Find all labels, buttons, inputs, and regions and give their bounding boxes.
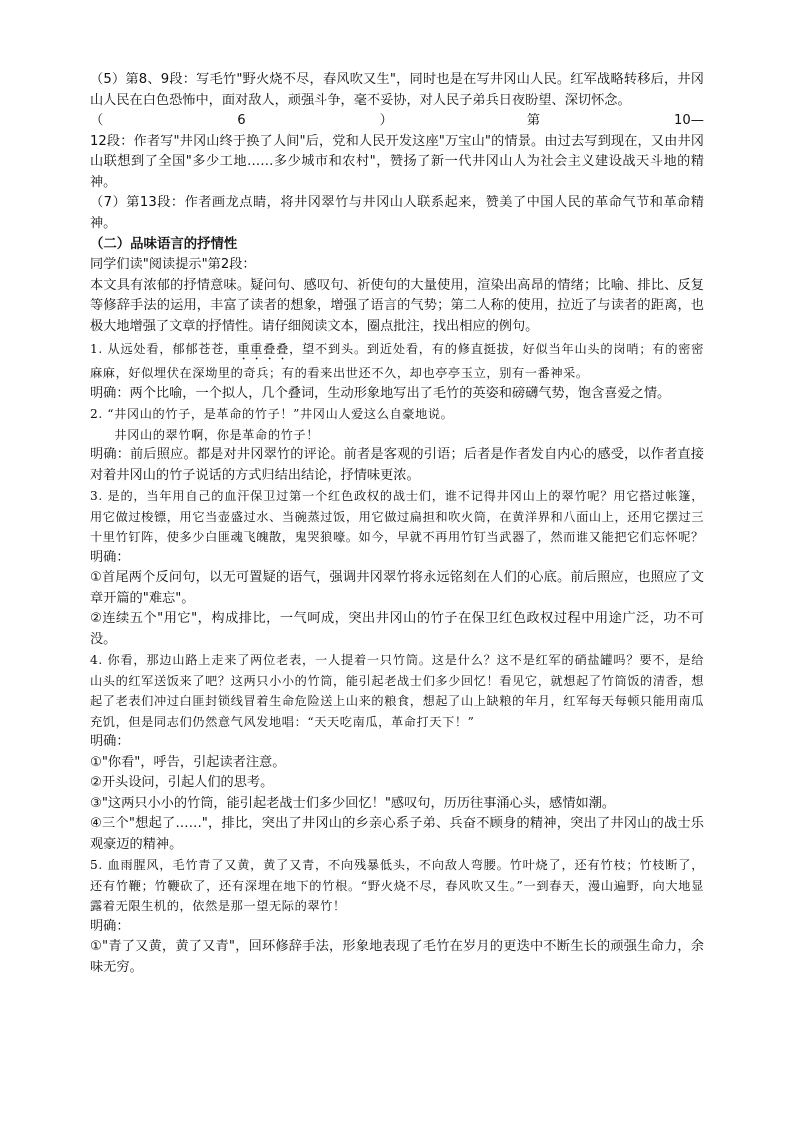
section-heading: （二）品味语言的抒情性: [90, 237, 238, 252]
emphasized-text: 重重叠叠: [237, 342, 290, 356]
example-answer-1: 明确：两个比喻，一个拟人，几个叠词，生动形象地写出了毛竹的英姿和磅礴气势，饱含喜爱之情。: [90, 385, 671, 401]
paragraph-analysis-6: 12段：作者写"井冈山终于换了人间"后，党和人民开发这座"万宝山"的情景。由过去写到现在，又由井冈山联想到了全国"多少工地……多少城市和农村"，赞扬了新一代井冈山人为社会主义建设战天斗地的精神。: [90, 133, 704, 190]
example-answer-4-4: ④三个"想起了……"，排比，突出了井冈山的乡亲心系子弟、兵奋不顾身的精神，突出了井冈山的战士乐观豪迈的精神。: [90, 816, 704, 852]
answer-label: 明确：: [90, 918, 130, 934]
example-answer-2: 明确：前后照应。都是对井冈翠竹的评论。前者是客观的引语；后者是作者发自内心的感受，以作者直接对着井冈山的竹子说话的方式归结出结论，抒情味更浓。: [90, 447, 704, 483]
example-answer-4-3: ③"这两只小小的竹筒，能引起老战士们多少回忆！"感叹句，历历往事涌心头，感情如潮。: [90, 795, 616, 811]
example-answer-3-1: ①首尾两个反问句，以无可置疑的语气，强调井冈翠竹将永远铭刻在人们的心底。前后照应，也照应了文章开篇的"难忘"。: [90, 570, 704, 606]
example-quote-1: 1. 从远处看，郁郁苍苍，重重叠叠，望不到头。到近处看，有的修直挺拔，好似当年山头的岗哨；有的密密麻麻，好似埋伏在深坳里的奇兵；有的看来出世还不久，却也亭亭玉立，别有一番神采。: [90, 342, 704, 380]
example-quote-2: 2. “井冈山的竹子，是革命的竹子！”井冈山人爱这么自豪地说。: [90, 407, 454, 421]
paragraph-analysis-5: （5）第8、9段：写毛竹"野火烧不尽，春风吹又生"，同时也是在写井冈山人民。红军战略转移后，井冈山人民在白色恐怖中，面对敌人，顽强斗争，毫不妥协，对人民子弟兵日夜盼望、深切怀念。: [90, 72, 704, 108]
paragraph-analysis-6-heading: [90, 111, 704, 132]
answer-label: 明确：: [90, 549, 130, 565]
example-answer-4-2: ②开头设问，引起人们的思考。: [90, 775, 274, 790]
example-quote-2b: 井冈山的翠竹啊，你是革命的竹子！: [114, 427, 319, 442]
paragraph-analysis-7: （7）第13段：作者画龙点睛，将井冈翠竹与井冈山人联系起来，赞美了中国人民的革命气节和革命精神。: [90, 195, 704, 231]
example-quote-3: 3. 是的，当年用自己的血汗保卫过第一个红色政权的战士们，谁不记得井冈山上的翠竹呢？用它搭过帐篷，用它做过梭镖，用它当壶盛过水、当碗蒸过饭，用它做过扁担和吹火筒，在黄洋界和八面山上，还用它摆过三十里竹钉阵，使多少白匪魂飞魄散，鬼哭狼嚎。如今，早就不再用竹钉当武器了，然而谁又能把它们忘怀呢？: [90, 489, 704, 544]
example-answer-4-1: ①"你看"，呼告，引起读者注意。: [90, 754, 286, 770]
p6-token: ）: [379, 113, 393, 128]
example-quote-4: 4. 你看，那边山路上走来了两位老表，一人提着一只竹筒。这是什么？这不是红军的硝盐罐吗？要不，是给山头的红军送饭来了吧？这两只小小的竹筒，能引起老战士们多少回忆！看见它，就想起了竹筒饭的清香，想起了老表们冲过白匪封锁线冒着生命危险送上山来的粮食，想起了山上缺粮的年月，红军每天每顿只能用南瓜充饥，但是同志们仍然意气风发地唱：“天天吃南瓜，革命打天下！”: [90, 653, 704, 729]
p6-token: 10—: [674, 113, 704, 128]
document-page: [90, 70, 704, 978]
p6-token: 第: [526, 113, 540, 128]
section-intro: 本文具有浓郁的抒情意味。疑问句、感叹句、祈使句的大量使用，渲染出高昂的情绪；比喻、排比、反复等修辞手法的运用，丰富了读者的想象，增强了语言的气势；第二人称的使用，拉近了与读者的距离，也极大地增强了文章的抒情性。请仔细阅读文本，圈点批注，找出相应的例句。: [90, 277, 704, 334]
p6-token: 6: [237, 113, 246, 128]
reading-prompt: 同学们读"阅读提示"第2段：: [90, 257, 256, 272]
p6-token: （: [90, 113, 104, 128]
example-quote-5: 5. 血雨腥风，毛竹青了又黄，黄了又青，不向残暴低头，不向敌人弯腰。竹叶烧了，还有竹枝；竹枝断了，还有竹鞭；竹鞭砍了，还有深埋在地下的竹根。“野火烧不尽，春风吹又生。”一到春天，漫山遍野，向大地显露着无限生机的，依然是那一望无际的翠竹！: [90, 858, 704, 913]
answer-label: 明确：: [90, 734, 130, 749]
example-answer-5-1: ①"青了又黄，黄了又青"，回环修辞手法，形象地表现了毛竹在岁月的更迭中不断生长的顽强生命力，余味无穷。: [90, 939, 704, 975]
example-answer-3-2: ②连续五个"用它"，构成排比，一气呵成，突出井冈山的竹子在保卫红色政权过程中用途广泛，功不可没。: [90, 611, 704, 647]
